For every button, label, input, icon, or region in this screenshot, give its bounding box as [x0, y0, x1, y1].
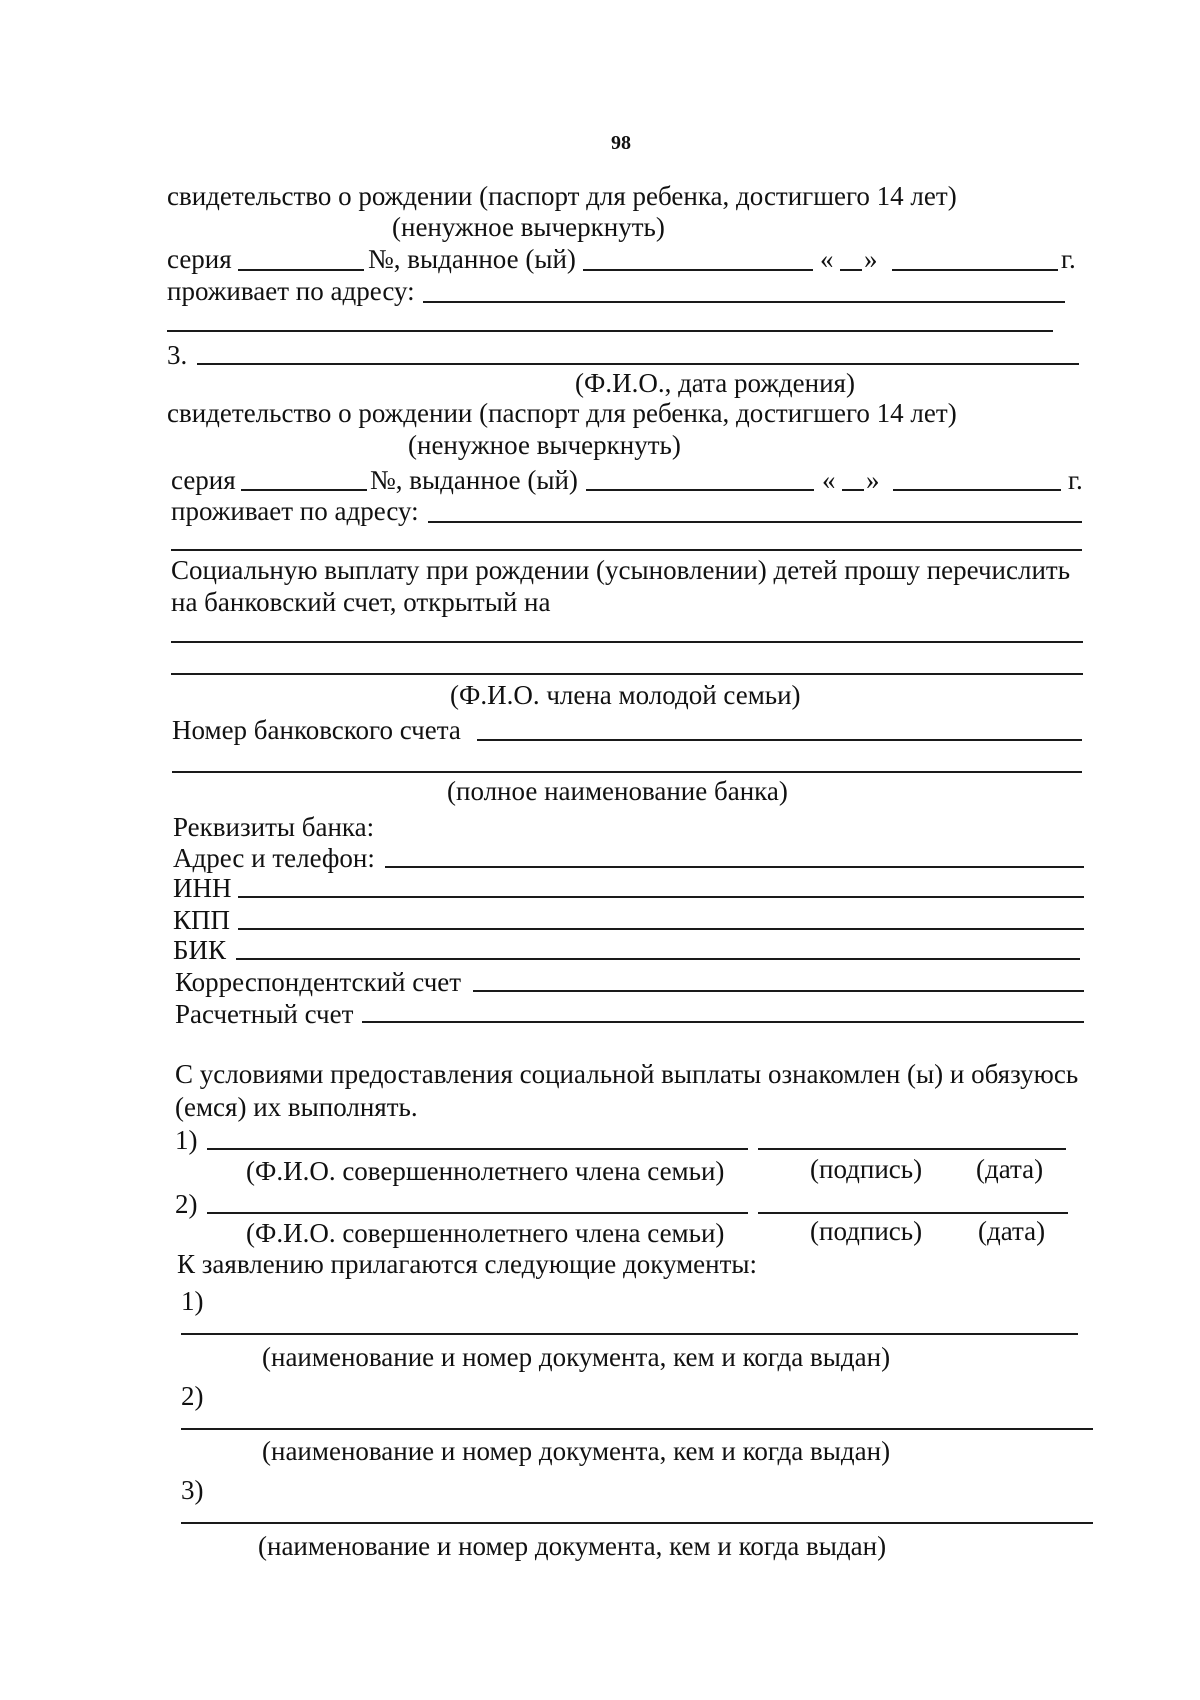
fio-birthdate-caption: (Ф.И.О., дата рождения): [575, 368, 855, 398]
corr-account-field[interactable]: [473, 990, 1084, 992]
settlement-account-label: Расчетный счет: [175, 999, 354, 1029]
signature-caption: (подпись): [810, 1216, 923, 1246]
child-fio-field[interactable]: [197, 363, 1079, 365]
signer-fio-field[interactable]: [207, 1212, 748, 1214]
series-field[interactable]: [238, 269, 364, 271]
series-label: серия: [171, 465, 236, 495]
bik-field[interactable]: [236, 958, 1080, 960]
series-field[interactable]: [241, 489, 367, 491]
date-close-quote: »: [866, 465, 880, 495]
agreement-line2: (емся) их выполнять.: [175, 1092, 418, 1122]
attachment-field[interactable]: [181, 1428, 1093, 1430]
bik-label: БИК: [173, 935, 227, 965]
address-field-continued[interactable]: [171, 549, 1082, 551]
attachments-heading: К заявлению прилагаются следующие документы:: [177, 1249, 758, 1279]
date-close-quote: »: [864, 244, 878, 274]
bank-name-field[interactable]: [172, 771, 1082, 773]
page-number: 98: [611, 132, 631, 154]
bank-name-caption: (полное наименование банка): [447, 776, 788, 806]
birth-certificate-line: свидетельство о рождении (паспорт для ребенка, достигшего 14 лет): [167, 181, 957, 211]
agreement-line1: С условиями предоставления социальной выплаты ознакомлен (ы) и обязуюсь: [175, 1059, 1079, 1089]
year-suffix: г.: [1061, 244, 1076, 274]
attachment-caption: (наименование и номер документа, кем и когда выдан): [262, 1342, 891, 1372]
month-field[interactable]: [892, 269, 1058, 271]
date-caption: (дата): [978, 1216, 1046, 1246]
attachment-field[interactable]: [181, 1333, 1078, 1335]
kpp-field[interactable]: [238, 928, 1084, 930]
issued-by-field[interactable]: [586, 489, 814, 491]
signer-fio-caption: (Ф.И.О. совершеннолетнего члена семьи): [246, 1218, 725, 1248]
address-label: проживает по адресу:: [167, 276, 415, 306]
day-field[interactable]: [840, 269, 862, 271]
signer-signature-date-field[interactable]: [758, 1148, 1066, 1150]
signer-signature-date-field[interactable]: [758, 1212, 1068, 1214]
strike-note: (ненужное вычеркнуть): [408, 430, 681, 460]
birth-certificate-line: свидетельство о рождении (паспорт для ребенка, достигшего 14 лет): [167, 398, 957, 428]
month-field[interactable]: [893, 489, 1061, 491]
day-field[interactable]: [842, 489, 864, 491]
bank-address-label: Адрес и телефон:: [173, 843, 375, 873]
bank-address-field[interactable]: [385, 866, 1084, 868]
inn-field[interactable]: [238, 896, 1084, 898]
signer-fio-caption: (Ф.И.О. совершеннолетнего члена семьи): [246, 1156, 725, 1186]
date-open-quote: «: [820, 244, 834, 274]
issued-by-field[interactable]: [583, 269, 813, 271]
payment-request-line1: Социальную выплату при рождении (усыновлении) детей прошу перечислить: [171, 555, 1071, 585]
year-suffix: г.: [1068, 465, 1083, 495]
attachment-number: 2): [181, 1381, 204, 1411]
signer-fio-field[interactable]: [207, 1148, 748, 1150]
address-label: проживает по адресу:: [171, 496, 419, 526]
payment-request-line2: на банковский счет, открытый на: [171, 587, 551, 617]
account-number-label: Номер банковского счета: [172, 715, 461, 745]
inn-label: ИНН: [173, 873, 232, 903]
strike-note: (ненужное вычеркнуть): [392, 212, 665, 242]
date-open-quote: «: [822, 465, 836, 495]
account-holder-field-continued[interactable]: [171, 673, 1083, 675]
address-field[interactable]: [423, 301, 1065, 303]
account-holder-field[interactable]: [171, 641, 1083, 643]
signer-number: 1): [175, 1125, 198, 1155]
attachment-caption: (наименование и номер документа, кем и когда выдан): [262, 1436, 891, 1466]
attachment-caption: (наименование и номер документа, кем и когда выдан): [258, 1531, 887, 1561]
item-number: 3.: [167, 340, 188, 370]
attachment-number: 1): [181, 1286, 204, 1316]
bank-details-heading: Реквизиты банка:: [173, 812, 375, 842]
family-member-caption: (Ф.И.О. члена молодой семьи): [450, 680, 801, 710]
address-field[interactable]: [428, 521, 1082, 523]
attachment-field[interactable]: [181, 1522, 1093, 1524]
kpp-label: КПП: [173, 905, 231, 935]
attachment-number: 3): [181, 1475, 204, 1505]
signer-number: 2): [175, 1189, 198, 1219]
number-issued-label: №, выданное (ый): [370, 465, 578, 495]
corr-account-label: Корреспондентский счет: [175, 967, 462, 997]
date-caption: (дата): [976, 1154, 1044, 1184]
series-label: серия: [167, 244, 232, 274]
signature-caption: (подпись): [810, 1154, 923, 1184]
number-issued-label: №, выданное (ый): [368, 244, 576, 274]
address-field-continued[interactable]: [167, 330, 1053, 332]
account-number-field[interactable]: [477, 739, 1082, 741]
settlement-account-field[interactable]: [362, 1021, 1084, 1023]
